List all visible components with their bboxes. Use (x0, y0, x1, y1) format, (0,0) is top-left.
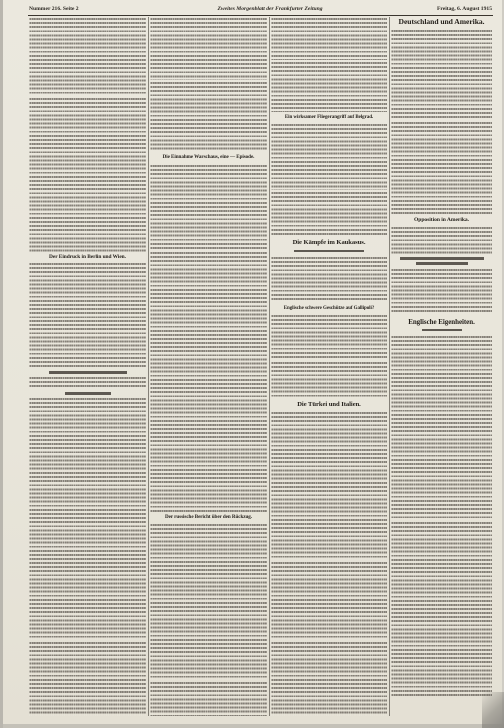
column-2 (150, 0, 267, 728)
newspaper-title: Zweites Morgenblatt der Frankfurter Zeitung (217, 6, 323, 12)
text-block (391, 336, 492, 420)
article-heading: Englische schwere Geschütze auf Gallipoli? (283, 306, 375, 311)
column-divider (389, 17, 390, 716)
article-subheading-illegible (294, 250, 364, 252)
text-block (271, 315, 387, 360)
text-block (391, 269, 492, 314)
text-block (271, 257, 387, 302)
article-heading-illegible (400, 257, 484, 260)
text-block (271, 362, 387, 398)
text-block (391, 522, 492, 610)
article-heading-illegible (416, 262, 468, 265)
text-block (150, 342, 267, 430)
text-block (150, 602, 267, 680)
article-heading: Ein wirksamer Fliegerangriff auf Belgrad. (284, 115, 374, 120)
issue-date: Freitag, 6. August 1915 (436, 6, 492, 12)
article-heading: Die Einnahme Warschaus, eine — Episode. (162, 154, 255, 160)
text-block (271, 62, 387, 112)
text-block (29, 263, 146, 318)
text-block (271, 124, 387, 190)
text-block (150, 432, 267, 512)
column-divider (269, 17, 270, 716)
text-block (29, 18, 146, 96)
text-block (29, 180, 146, 252)
column-3 (271, 0, 387, 728)
text-block (150, 165, 267, 250)
article-heading-illegible (49, 371, 127, 374)
article-heading: Opposition in Amerika. (413, 217, 469, 223)
text-block (150, 18, 267, 80)
text-block (271, 482, 387, 560)
text-block (29, 377, 146, 389)
text-block (271, 412, 387, 480)
article-heading: Der russische Bericht über den Rückzug. (164, 514, 252, 520)
text-block (271, 562, 387, 640)
article-heading: Englische Eigenheiten. (408, 318, 475, 326)
text-block (29, 562, 146, 640)
text-block (29, 320, 146, 368)
article-heading: Der Eindruck in Berlin und Wien. (49, 254, 126, 260)
text-block (29, 472, 146, 560)
text-block (391, 422, 492, 520)
text-block (391, 30, 492, 120)
text-block (391, 227, 492, 254)
column-divider (148, 17, 149, 716)
article-heading: Deutschland und Amerika. (398, 17, 485, 26)
text-block (391, 612, 492, 696)
text-block (391, 122, 492, 214)
text-block (29, 642, 146, 716)
column-1 (29, 0, 146, 728)
article-heading: Die Türkei und Italien. (297, 401, 361, 408)
text-block (29, 398, 146, 470)
text-block (271, 642, 387, 716)
issue-number: Nummer 216. Seite 2 (29, 6, 79, 12)
text-block (150, 252, 267, 340)
text-block (150, 682, 267, 716)
text-block (150, 82, 267, 150)
text-block (29, 98, 146, 178)
text-block (271, 192, 387, 236)
article-heading: Die Kämpfe im Kaukasus. (292, 239, 366, 246)
column-4 (391, 0, 492, 728)
article-heading-illegible (65, 392, 111, 395)
article-subheading-illegible (422, 329, 462, 331)
text-block (150, 524, 267, 600)
page-corner-shadow (482, 692, 504, 728)
text-block (271, 18, 387, 60)
